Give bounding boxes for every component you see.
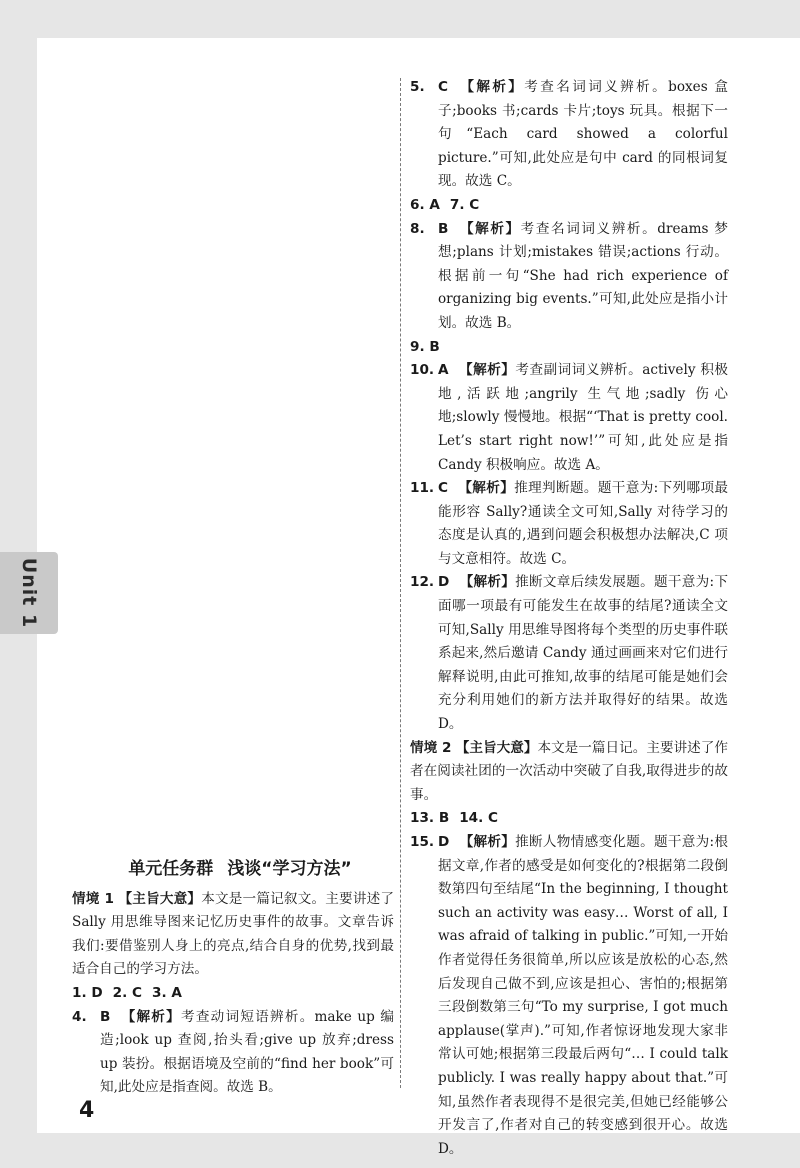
right-column: [410, 76, 728, 1161]
answer-9: 9. B: [410, 338, 440, 355]
left-column: [72, 858, 394, 1100]
answer-item-12: 12. D 【解析】推断文章后续发展题。题干意为:下面哪一项最有可能发生在故事的结尾?通读全文可知,Sally 用思维导图将每个类型的历史事件联系起来,然后邀请 Candy 通过画画来对它们进行解释说明,由此可推知,故事的结尾可能是她们会充分利用她们的新方法并取得好的结果。故选 D。: [410, 574, 728, 733]
answer-item-15: 15. D 【解析】推断人物情感变化题。题干意为:根据文章,作者的感受是如何变化的?根据第二段倒数第四句至结尾“In the beginning, I thought such an activity was easy… Worst of all, I was afraid of talking in public.”可知,一开始作者觉得任务很简单,所以应该是放松的心态,然后发现自己做不到,应该是担心、害怕的;根据第三段倒数第三句“To my surprise, I got much applause(掌声).”可知,作者惊讶地发现大家非常认可她;根据第三段最后两句“… I could talk publicly. I was really happy about that.”可知,虽然作者表现得不是很完美,但她已经能够公开发言了,作者对自己的转变感到很开心。故选 D。: [410, 834, 728, 1157]
answers-6-7: 6. A 7. C: [410, 196, 480, 213]
context2-paragraph: [410, 737, 728, 808]
answer-item-10: 10. A 【解析】考查副词词义辨析。actively 积极地,活跃地;angrily 生气地;sadly 伤心地;slowly 慢慢地。根据“‘That is pretty cool. Let’s start right now!’”可知,此处应是指 Candy 积极响应。故选 A。: [410, 362, 729, 473]
answers-1-3: 1. D 2. C 3. A: [72, 984, 182, 1001]
context1-paragraph: [72, 888, 394, 982]
unit-tab: [0, 552, 58, 634]
context2-label: 情境 2: [410, 739, 452, 756]
answer-item-11: 11. C 【解析】推理判断题。题干意为:下列哪项最能形容 Sally?通读全文可知,Sally 对待学习的态度是认真的,遇到问题会积极想办法解决,C 项与文意相符。故选 C。: [410, 480, 728, 567]
section-title: 单元任务群 浅谈“学习方法”: [128, 859, 352, 879]
page-number: 4: [79, 1098, 95, 1123]
item-answer: B: [100, 1008, 111, 1025]
answer-item-4: [72, 1006, 394, 1100]
unit-tab-label: Unit 1: [18, 557, 40, 629]
context1-label: 情境 1: [72, 890, 114, 907]
answers-13-14: 13. B 14. C: [410, 810, 498, 827]
answer-item-8: 8. B 【解析】考查名词词义辨析。dreams 梦想;plans 计划;mistakes 错误;actions 行动。根据前一句“She had rich experience of organizing big events.”可知,此处应是指小计划。故选 B。: [410, 220, 728, 331]
item-text: 考查动词短语辨析。make up 编造;look up 查阅,抬头看;give up 放弃;dress up 装扮。根据语境及空前的“find her book”可知,此处应是指查阅。故选 B。: [100, 1008, 395, 1096]
answer-item-5: 5. C 【解析】考查名词词义辨析。boxes 盒子;books 书;cards 卡片;toys 玩具。根据下一句“Each card showed a colorful picture.”可知,此处应是句中 card 的同根词复现。故选 C。: [410, 79, 728, 190]
context1-tag: 【主旨大意】: [118, 890, 202, 907]
item-tag: 【解析】: [120, 1008, 181, 1025]
context1-text: 本文是一篇记叙文。主要讲述了 Sally 用思维导图来记忆历史事件的故事。文章告诉我们:要借鉴别人身上的亮点,结合自身的优势,找到最适合自己的学习方法。: [72, 890, 395, 978]
item-number: 4.: [72, 1008, 87, 1025]
context2-text: 本文是一篇日记。主要讲述了作者在阅读社团的一次活动中突破了自我,取得进步的故事。: [410, 739, 728, 803]
column-divider: [400, 78, 401, 1088]
context2-tag: 【主旨大意】: [455, 739, 538, 756]
